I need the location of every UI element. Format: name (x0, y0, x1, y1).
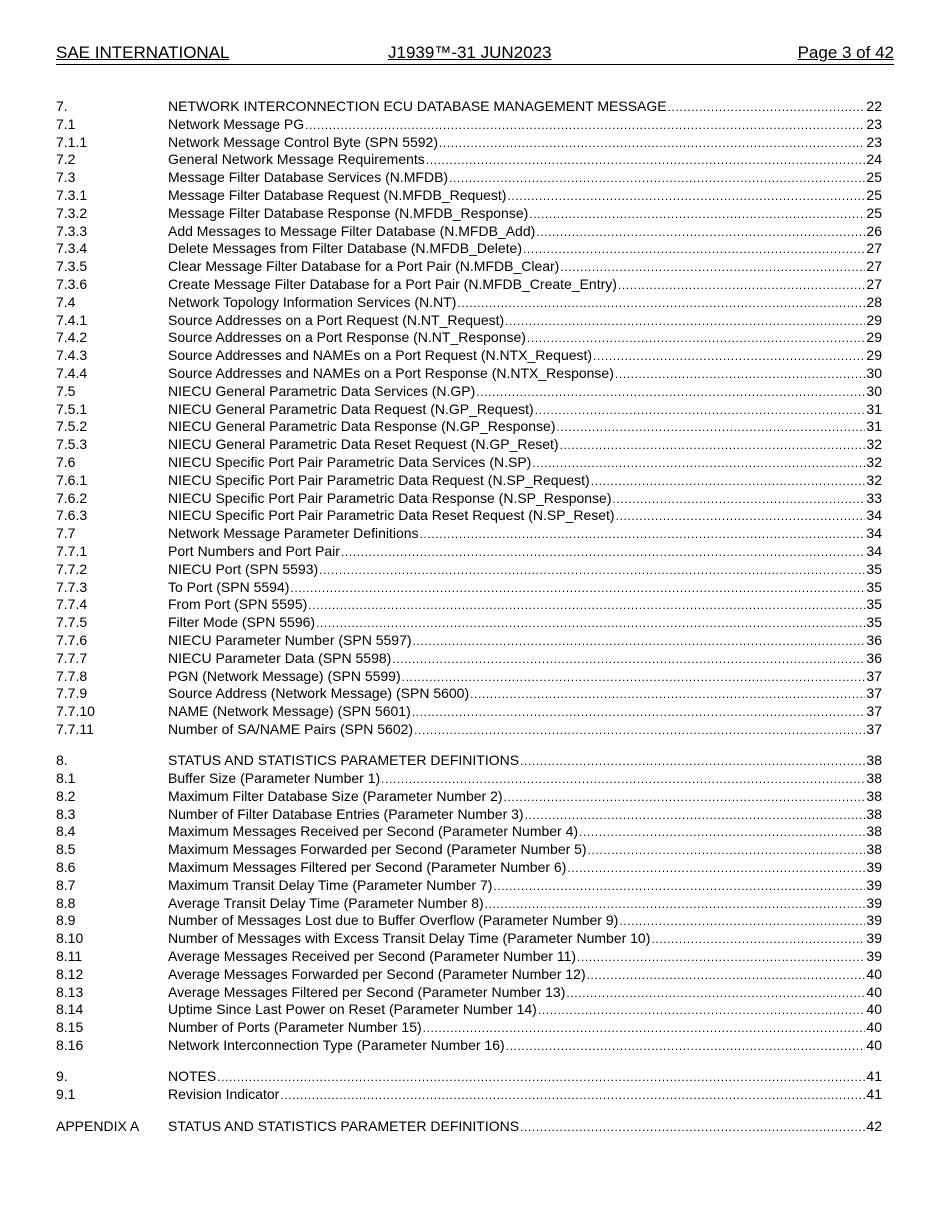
toc-dot-leader (532, 455, 865, 473)
toc-entry-title: Revision Indicator (168, 1086, 280, 1103)
toc-entry-page: 36 (866, 649, 882, 666)
toc-entry[interactable] (56, 668, 882, 686)
toc-entry[interactable] (56, 1019, 882, 1037)
toc-entry-page: 22 (866, 98, 882, 114)
toc-entry-title: PGN (Network Message) (SPN 5599) (168, 667, 401, 684)
toc-entry-number: 7.7.7 (56, 649, 88, 666)
toc-entry-page: 26 (866, 222, 882, 239)
toc-section-group (56, 752, 882, 1055)
toc-entry[interactable] (56, 490, 882, 508)
toc-entry[interactable] (56, 507, 882, 525)
toc-entry[interactable] (56, 205, 882, 223)
toc-entry-page: 34 (866, 507, 882, 524)
toc-dot-leader (308, 597, 865, 615)
toc-dot-leader (504, 789, 866, 807)
toc-entry-title: Buffer Size (Parameter Number 1) (168, 770, 381, 787)
toc-section-group (56, 1068, 882, 1104)
toc-entry-number: 8.6 (56, 859, 76, 876)
toc-entry-number: 7.3.2 (56, 204, 88, 221)
toc-entry-number: 8.3 (56, 805, 76, 822)
toc-entry-number: 7.6 (56, 453, 76, 470)
toc-entry-title: Source Addresses on a Port Request (N.NT_Request) (168, 311, 505, 328)
toc-entry-page: 32 (866, 471, 882, 488)
toc-dot-leader (305, 117, 865, 135)
toc-entry[interactable] (56, 912, 882, 930)
toc-dot-leader (577, 949, 865, 967)
toc-entry-page: 27 (866, 258, 882, 275)
page-header (56, 42, 894, 65)
toc-entry[interactable] (56, 877, 882, 895)
toc-entry-page: 38 (866, 787, 882, 804)
toc-entry-title: Number of Messages Lost due to Buffer Overflow (Parameter Number 9) (168, 912, 619, 929)
toc-entry[interactable] (56, 116, 882, 134)
toc-dot-leader (535, 402, 866, 420)
toc-entry-title: Average Messages Received per Second (Parameter Number 11) (168, 948, 577, 965)
toc-entry-title: Maximum Messages Filtered per Second (Parameter Number 6) (168, 859, 567, 876)
toc-entry-number: 7.7.9 (56, 685, 88, 702)
toc-entry-page: 39 (866, 948, 882, 965)
toc-dot-leader (587, 967, 866, 985)
toc-entry-title: Number of SA/NAME Pairs (SPN 5602) (168, 720, 414, 737)
toc-dot-leader (619, 913, 865, 931)
toc-entry-number: 7.6.3 (56, 507, 88, 524)
toc-entry-number: 8.15 (56, 1019, 84, 1036)
toc-entry-page: 25 (866, 186, 882, 203)
toc-entry[interactable] (56, 614, 882, 632)
header-organization: SAE INTERNATIONAL (56, 43, 230, 62)
toc-entry-number: 7.5.3 (56, 436, 88, 453)
toc-entry-title: NOTES (168, 1068, 217, 1085)
toc-entry-title: STATUS AND STATISTICS PARAMETER DEFINITIONS (168, 752, 520, 769)
toc-entry-page: 39 (866, 876, 882, 893)
toc-entry-title: Average Transit Delay Time (Parameter Number 8) (168, 894, 484, 911)
toc-entry-number: 9. (56, 1068, 68, 1085)
toc-dot-leader (616, 508, 866, 526)
toc-entry-title: Delete Messages from Filter Database (N.MFDB_Delete) (168, 240, 523, 257)
toc-entry-number: 8.10 (56, 930, 84, 947)
toc-entry-page: 29 (866, 347, 882, 364)
toc-entry-page: 38 (866, 752, 882, 769)
toc-entry-page: 31 (866, 400, 882, 417)
toc-entry-page: 35 (866, 560, 882, 577)
toc-dot-leader (470, 686, 865, 704)
toc-entry-page: 30 (866, 382, 882, 399)
toc-entry-page: 41 (866, 1086, 882, 1103)
toc-entry-page: 38 (866, 770, 882, 787)
toc-entry-number: 7.7 (56, 525, 76, 542)
toc-entry-page: 40 (866, 1019, 882, 1036)
toc-entry-number: 7.3.4 (56, 240, 88, 257)
toc-entry[interactable] (56, 984, 882, 1002)
toc-dot-leader (591, 473, 866, 491)
toc-entry-title: Create Message Filter Database for a Port Pair (N.MFDB_Create_Entry) (168, 275, 617, 292)
toc-section-group (56, 98, 882, 739)
toc-entry-title: NIECU Parameter Number (SPN 5597) (168, 631, 412, 648)
toc-entry-number: 7.4 (56, 293, 76, 310)
toc-entry-page: 39 (866, 859, 882, 876)
toc-entry[interactable] (56, 930, 882, 948)
toc-dot-leader (579, 824, 865, 842)
toc-entry-page: 33 (866, 489, 882, 506)
toc-entry-title: Average Messages Forwarded per Second (Parameter Number 12) (168, 965, 586, 982)
toc-entry-title: Number of Ports (Parameter Number 15) (168, 1019, 422, 1036)
toc-entry-page: 35 (866, 578, 882, 595)
toc-entry-title: STATUS AND STATISTICS PARAMETER DEFINITIONS (168, 1117, 520, 1134)
toc-entry-number: 8.8 (56, 894, 76, 911)
toc-entry-number: 7.3.5 (56, 258, 88, 275)
toc-entry[interactable] (56, 401, 882, 419)
toc-entry-page: 38 (866, 823, 882, 840)
toc-entry[interactable] (56, 752, 882, 770)
toc-entry-title: From Port (SPN 5595) (168, 596, 308, 613)
toc-entry[interactable] (56, 365, 882, 383)
toc-entry-page: 39 (866, 912, 882, 929)
toc-entry-page: 24 (866, 151, 882, 168)
toc-dot-leader (668, 99, 866, 117)
toc-entry-page: 37 (866, 685, 882, 702)
toc-dot-leader (560, 259, 865, 277)
toc-entry-title: Maximum Messages Received per Second (Parameter Number 4) (168, 823, 579, 840)
toc-entry[interactable] (56, 895, 882, 913)
toc-entry-page: 35 (866, 596, 882, 613)
toc-entry-number: APPENDIX A (56, 1117, 140, 1134)
toc-entry-number: 8.9 (56, 912, 76, 929)
toc-entry-number: 8.13 (56, 983, 84, 1000)
toc-entry-number: 7.7.4 (56, 596, 88, 613)
toc-entry[interactable] (56, 472, 882, 490)
toc-entry-number: 8.7 (56, 876, 76, 893)
toc-entry-title: Source Addresses on a Port Response (N.NT_Response) (168, 329, 526, 346)
toc-entry-title: NIECU Specific Port Pair Parametric Data Request (N.SP_Request) (168, 471, 590, 488)
toc-entry[interactable] (56, 596, 882, 614)
toc-entry-title: Source Address (Network Message) (SPN 5600) (168, 685, 470, 702)
toc-entry[interactable] (56, 579, 882, 597)
toc-entry[interactable] (56, 276, 882, 294)
toc-dot-leader (485, 896, 866, 914)
toc-entry[interactable] (56, 347, 882, 365)
toc-entry-number: 8.16 (56, 1037, 84, 1054)
toc-entry-number: 7.4.4 (56, 364, 88, 381)
toc-entry-number: 8.4 (56, 823, 76, 840)
toc-entry-title: Number of Filter Database Entries (Parameter Number 3) (168, 805, 524, 822)
toc-dot-leader (615, 366, 866, 384)
toc-entry-number: 7.7.8 (56, 667, 88, 684)
toc-entry[interactable] (56, 650, 882, 668)
toc-entry[interactable] (56, 329, 882, 347)
toc-entry[interactable] (56, 151, 882, 169)
toc-dot-leader (538, 1002, 866, 1020)
toc-entry-number: 7.5.2 (56, 418, 88, 435)
toc-entry[interactable] (56, 98, 882, 116)
toc-dot-leader (319, 562, 865, 580)
toc-dot-leader (402, 669, 866, 687)
toc-entry[interactable] (56, 312, 882, 330)
toc-entry-page: 23 (866, 115, 882, 132)
toc-entry-number: 7.7.10 (56, 703, 95, 720)
toc-entry[interactable] (56, 454, 882, 472)
toc-entry-title: Network Message Control Byte (SPN 5592) (168, 133, 438, 150)
toc-entry-number: 7.7.6 (56, 631, 88, 648)
toc-entry-page: 32 (866, 453, 882, 470)
toc-dot-leader (557, 419, 866, 437)
toc-entry[interactable] (56, 685, 882, 703)
toc-entry-page: 40 (866, 965, 882, 982)
toc-entry[interactable] (56, 134, 882, 152)
toc-entry-page: 37 (866, 703, 882, 720)
toc-entry-page: 40 (866, 1037, 882, 1054)
toc-dot-leader (280, 1087, 865, 1105)
toc-dot-leader (493, 878, 865, 896)
toc-entry-page: 30 (866, 364, 882, 381)
toc-dot-leader (381, 771, 865, 789)
toc-entry[interactable] (56, 823, 882, 841)
toc-entry-title: Message Filter Database Response (N.MFDB_Response) (168, 204, 529, 221)
toc-entry-page: 39 (866, 930, 882, 947)
toc-entry-number: 7.5.1 (56, 400, 88, 417)
toc-entry[interactable] (56, 223, 882, 241)
toc-dot-leader (439, 135, 865, 153)
toc-entry-page: 25 (866, 169, 882, 186)
toc-entry[interactable] (56, 806, 882, 824)
toc-dot-leader (420, 526, 866, 544)
toc-entry-title: NIECU General Parametric Data Response (N.GP_Response) (168, 418, 556, 435)
toc-dot-leader (523, 241, 865, 259)
toc-dot-leader (520, 1119, 865, 1137)
table-of-contents (56, 98, 882, 1149)
toc-entry-number: 8.5 (56, 841, 76, 858)
toc-entry[interactable] (56, 525, 882, 543)
toc-entry[interactable] (56, 169, 882, 187)
toc-entry-title: Add Messages to Message Filter Database (N.MFDB_Add) (168, 222, 536, 239)
toc-entry-page: 31 (866, 418, 882, 435)
toc-entry-title: Network Message PG (168, 115, 305, 132)
toc-entry-title: Number of Messages with Excess Transit Delay Time (Parameter Number 10) (168, 930, 651, 947)
toc-entry[interactable] (56, 1037, 882, 1055)
toc-entry-number: 7.4.2 (56, 329, 88, 346)
toc-entry-page: 41 (866, 1068, 882, 1085)
toc-entry-title: Maximum Filter Database Size (Parameter Number 2) (168, 787, 503, 804)
toc-dot-leader (413, 633, 866, 651)
toc-entry-page: 35 (866, 614, 882, 631)
toc-entry[interactable] (56, 770, 882, 788)
header-document-id: J1939™-31 JUN2023 (388, 43, 552, 62)
toc-dot-leader (527, 330, 865, 348)
toc-entry-title: NIECU General Parametric Data Services (N.GP) (168, 382, 476, 399)
toc-dot-leader (567, 860, 865, 878)
toc-entry[interactable] (56, 632, 882, 650)
toc-dot-leader (423, 1020, 866, 1038)
toc-entry-page: 29 (866, 311, 882, 328)
toc-dot-leader (536, 224, 865, 242)
toc-entry-number: 7.4.1 (56, 311, 88, 328)
toc-dot-leader (290, 580, 865, 598)
toc-entry-title: Source Addresses and NAMEs on a Port Response (N.NTX_Response) (168, 364, 614, 381)
toc-entry[interactable] (56, 721, 882, 739)
toc-entry-page: 23 (866, 133, 882, 150)
toc-entry-title: NIECU Specific Port Pair Parametric Data Response (N.SP_Response) (168, 489, 612, 506)
toc-entry-title: Network Topology Information Services (N.NT) (168, 293, 457, 310)
toc-entry[interactable] (56, 1001, 882, 1019)
toc-entry-number: 7. (56, 98, 68, 114)
toc-dot-leader (457, 295, 865, 313)
toc-entry-number: 7.7.11 (56, 720, 94, 737)
toc-entry-page: 34 (866, 525, 882, 542)
toc-entry-page: 40 (866, 983, 882, 1000)
toc-entry[interactable] (56, 543, 882, 561)
toc-entry-page: 37 (866, 667, 882, 684)
toc-entry-title: Message Filter Database Request (N.MFDB_Request) (168, 186, 507, 203)
toc-entry-page: 38 (866, 805, 882, 822)
toc-entry-title: Maximum Messages Forwarded per Second (Parameter Number 5) (168, 841, 587, 858)
toc-entry-number: 7.3 (56, 169, 76, 186)
toc-entry-title: NIECU Port (SPN 5593) (168, 560, 319, 577)
toc-entry-title: Message Filter Database Services (N.MFDB) (168, 169, 449, 186)
toc-dot-leader (613, 491, 866, 509)
toc-dot-leader (476, 384, 865, 402)
toc-entry-title: Network Interconnection Type (Parameter Number 16) (168, 1037, 505, 1054)
toc-entry-number: 7.7.3 (56, 578, 88, 595)
toc-entry[interactable] (56, 294, 882, 312)
toc-dot-leader (520, 753, 865, 771)
toc-entry-number: 8.2 (56, 787, 76, 804)
toc-entry[interactable] (56, 436, 882, 454)
toc-dot-leader (392, 651, 865, 669)
toc-dot-leader (506, 1038, 866, 1056)
toc-entry-number: 8.14 (56, 1001, 84, 1018)
toc-entry-number: 7.1 (56, 115, 76, 132)
toc-entry[interactable] (56, 240, 882, 258)
toc-entry-page: 40 (866, 1001, 882, 1018)
toc-entry[interactable] (56, 1068, 882, 1086)
toc-entry-title: Network Message Parameter Definitions (168, 525, 419, 542)
toc-entry-page: 36 (866, 631, 882, 648)
toc-dot-leader (341, 544, 865, 562)
toc-entry[interactable] (56, 841, 882, 859)
toc-entry-title: NIECU General Parametric Data Request (N.GP_Request) (168, 400, 534, 417)
toc-entry-title: Maximum Transit Delay Time (Parameter Number 7) (168, 876, 493, 893)
toc-entry-number: 7.2 (56, 151, 76, 168)
toc-entry-title: NAME (Network Message) (SPN 5601) (168, 703, 411, 720)
toc-entry-number: 7.7.2 (56, 560, 88, 577)
toc-entry-number: 7.3.3 (56, 222, 88, 239)
toc-entry-number: 7.7.5 (56, 614, 88, 631)
toc-entry-title: General Network Message Requirements (168, 151, 425, 168)
toc-dot-leader (449, 170, 865, 188)
toc-entry-number: 7.6.1 (56, 471, 88, 488)
toc-entry-number: 7.7.1 (56, 542, 88, 559)
toc-entry[interactable] (56, 258, 882, 276)
toc-entry-number: 8.11 (56, 948, 83, 965)
toc-entry[interactable] (56, 418, 882, 436)
toc-entry-title: Clear Message Filter Database for a Port Pair (N.MFDB_Clear) (168, 258, 560, 275)
toc-entry[interactable] (56, 187, 882, 205)
toc-dot-leader (525, 807, 866, 825)
toc-entry[interactable] (56, 948, 882, 966)
toc-entry-page: 25 (866, 204, 882, 221)
toc-section-group (56, 1118, 882, 1136)
toc-entry[interactable] (56, 383, 882, 401)
toc-dot-leader (529, 206, 865, 224)
toc-dot-leader (651, 931, 865, 949)
toc-entry[interactable] (56, 788, 882, 806)
toc-entry-title: NIECU Specific Port Pair Parametric Data Services (N.SP) (168, 453, 532, 470)
toc-entry-title: Port Numbers and Port Pair (168, 542, 340, 559)
toc-entry-number: 7.4.3 (56, 347, 88, 364)
toc-entry-number: 7.6.2 (56, 489, 88, 506)
toc-entry-title: NIECU Specific Port Pair Parametric Data Reset Request (N.SP_Reset) (168, 507, 615, 524)
toc-entry-page: 38 (866, 841, 882, 858)
toc-dot-leader (426, 152, 866, 170)
toc-entry-page: 39 (866, 894, 882, 911)
toc-entry-title: Filter Mode (SPN 5596) (168, 614, 316, 631)
toc-entry-page: 28 (866, 293, 882, 310)
toc-entry-page: 32 (866, 436, 882, 453)
toc-entry-number: 7.3.1 (56, 186, 88, 203)
toc-dot-leader (566, 985, 865, 1003)
toc-entry-title: Source Addresses and NAMEs on a Port Request (N.NTX_Request) (168, 347, 593, 364)
toc-dot-leader (217, 1069, 865, 1087)
toc-entry-page: 42 (866, 1117, 882, 1134)
toc-entry-number: 9.1 (56, 1086, 76, 1103)
toc-dot-leader (593, 348, 865, 366)
toc-entry-page: 37 (866, 720, 882, 737)
toc-entry-number: 8.12 (56, 965, 84, 982)
toc-entry-page: 27 (866, 275, 882, 292)
toc-entry-page: 34 (866, 542, 882, 559)
toc-entry[interactable] (56, 1086, 882, 1104)
toc-entry-title: Uptime Since Last Power on Reset (Parameter Number 14) (168, 1001, 537, 1018)
toc-entry-page: 29 (866, 329, 882, 346)
toc-entry[interactable] (56, 561, 882, 579)
toc-dot-leader (588, 842, 866, 860)
toc-entry-number: 8. (56, 752, 68, 769)
toc-entry-title: Average Messages Filtered per Second (Parameter Number 13) (168, 983, 566, 1000)
toc-dot-leader (618, 277, 865, 295)
toc-dot-leader (414, 722, 865, 740)
toc-dot-leader (316, 615, 865, 633)
toc-entry-number: 7.1.1 (56, 133, 88, 150)
toc-entry-number: 7.3.6 (56, 275, 88, 292)
header-page-number: Page 3 of 42 (797, 43, 894, 62)
toc-entry[interactable] (56, 966, 882, 984)
toc-entry-title: NIECU General Parametric Data Reset Request (N.GP_Reset) (168, 436, 559, 453)
toc-dot-leader (560, 437, 866, 455)
toc-entry[interactable] (56, 1118, 882, 1136)
toc-entry[interactable] (56, 859, 882, 877)
toc-dot-leader (505, 313, 865, 331)
toc-entry[interactable] (56, 703, 882, 721)
toc-entry-title: NETWORK INTERCONNECTION ECU DATABASE MANAGEMENT MESSAGE (168, 98, 667, 114)
toc-entry-title: NIECU Parameter Data (SPN 5598) (168, 649, 392, 666)
toc-entry-number: 8.1 (56, 770, 76, 787)
toc-dot-leader (412, 704, 866, 722)
toc-entry-title: To Port (SPN 5594) (168, 578, 290, 595)
toc-dot-leader (507, 188, 865, 206)
toc-entry-number: 7.5 (56, 382, 76, 399)
toc-entry-page: 27 (866, 240, 882, 257)
